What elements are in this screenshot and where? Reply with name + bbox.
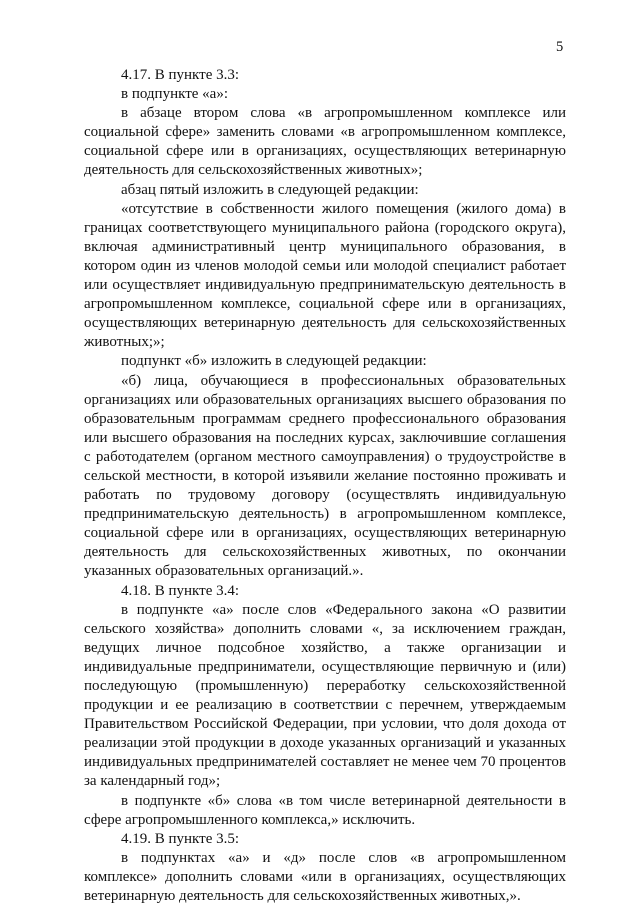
paragraph: в подпунктах «а» и «д» после слов «в агропромышленном комплексе» дополнить словами «или в организациях, осуществляющих ветеринарную деятельность для сельскохозяйственных животных,».	[84, 849, 566, 905]
paragraph: в абзаце втором слова «в агропромышленном комплексе или социальной сфере» заменить словами «в агропромышленном комплексе, социальной сфере или в организациях, осуществляющих ветеринарную деятельность для сельскохозяйственных животных»;	[84, 105, 566, 179]
paragraph: абзац пятый изложить в следующей редакции:	[121, 181, 419, 198]
document-body	[84, 66, 566, 906]
quoted-paragraph: «б) лица, обучающиеся в профессиональных образовательных организациях или образовательных организациях высшего образования по образовательным программам среднего профессионального образования или высшего образования на последних курсах, заключившие соглашения с работодателем (органом местного самоуправления) о трудоустройстве в сельской местности, в которой изъявили желание постоянно проживать и работать по трудовому договору (осуществлять индивидуальную предпринимательскую деятельность) в агропромышленном комплексе, социальной сфере или в организациях, осуществляющих ветеринарную деятельность для сельскохозяйственных животных, по окончании указанных образовательных организаций.».	[84, 372, 566, 580]
clause-heading-4-19: 4.19. В пункте 3.5:	[121, 830, 240, 847]
subclause-heading: в подпункте «а»:	[121, 86, 228, 103]
quoted-paragraph: «отсутствие в собственности жилого помещения (жилого дома) в границах соответствующего муниципального района (городского округа), включая административный центр муниципального образования, в котором один из членов молодой семьи или молодой специалист работает или осуществляет индивидуальную предпринимательскую деятельность в агропромышленном комплексе, социальной сфере или в организациях, осуществляющих ветеринарную деятельность для сельскохозяйственных животных;»;	[84, 200, 566, 351]
clause-heading-4-17: 4.17. В пункте 3.3:	[121, 67, 240, 83]
page-number: 5	[556, 39, 564, 55]
paragraph: в подпункте «б» слова «в том числе ветеринарной деятельности в сфере агропромышленного комплекса,» исключить.	[84, 792, 566, 828]
clause-heading-4-18: 4.18. В пункте 3.4:	[121, 582, 240, 599]
paragraph: подпункт «б» изложить в следующей редакции:	[121, 353, 427, 370]
paragraph: в подпункте «а» после слов «Федерального закона «О развитии сельского хозяйства» дополнить словами «, за исключением граждан, ведущих личное подсобное хозяйство, а также организации и индивидуальные предприниматели, осуществляющие первичную и (или) последующую (промышленную) переработку сельскохозяйственной продукции и ее реализацию в соответствии с перечнем, утверждаемым Правительством Российской Федерации, при условии, что доля дохода от реализации этой продукции в доходе указанных организаций и указанных индивидуальных предпринимателей составляет не менее чем 70 процентов за календарный год»;	[84, 601, 566, 790]
